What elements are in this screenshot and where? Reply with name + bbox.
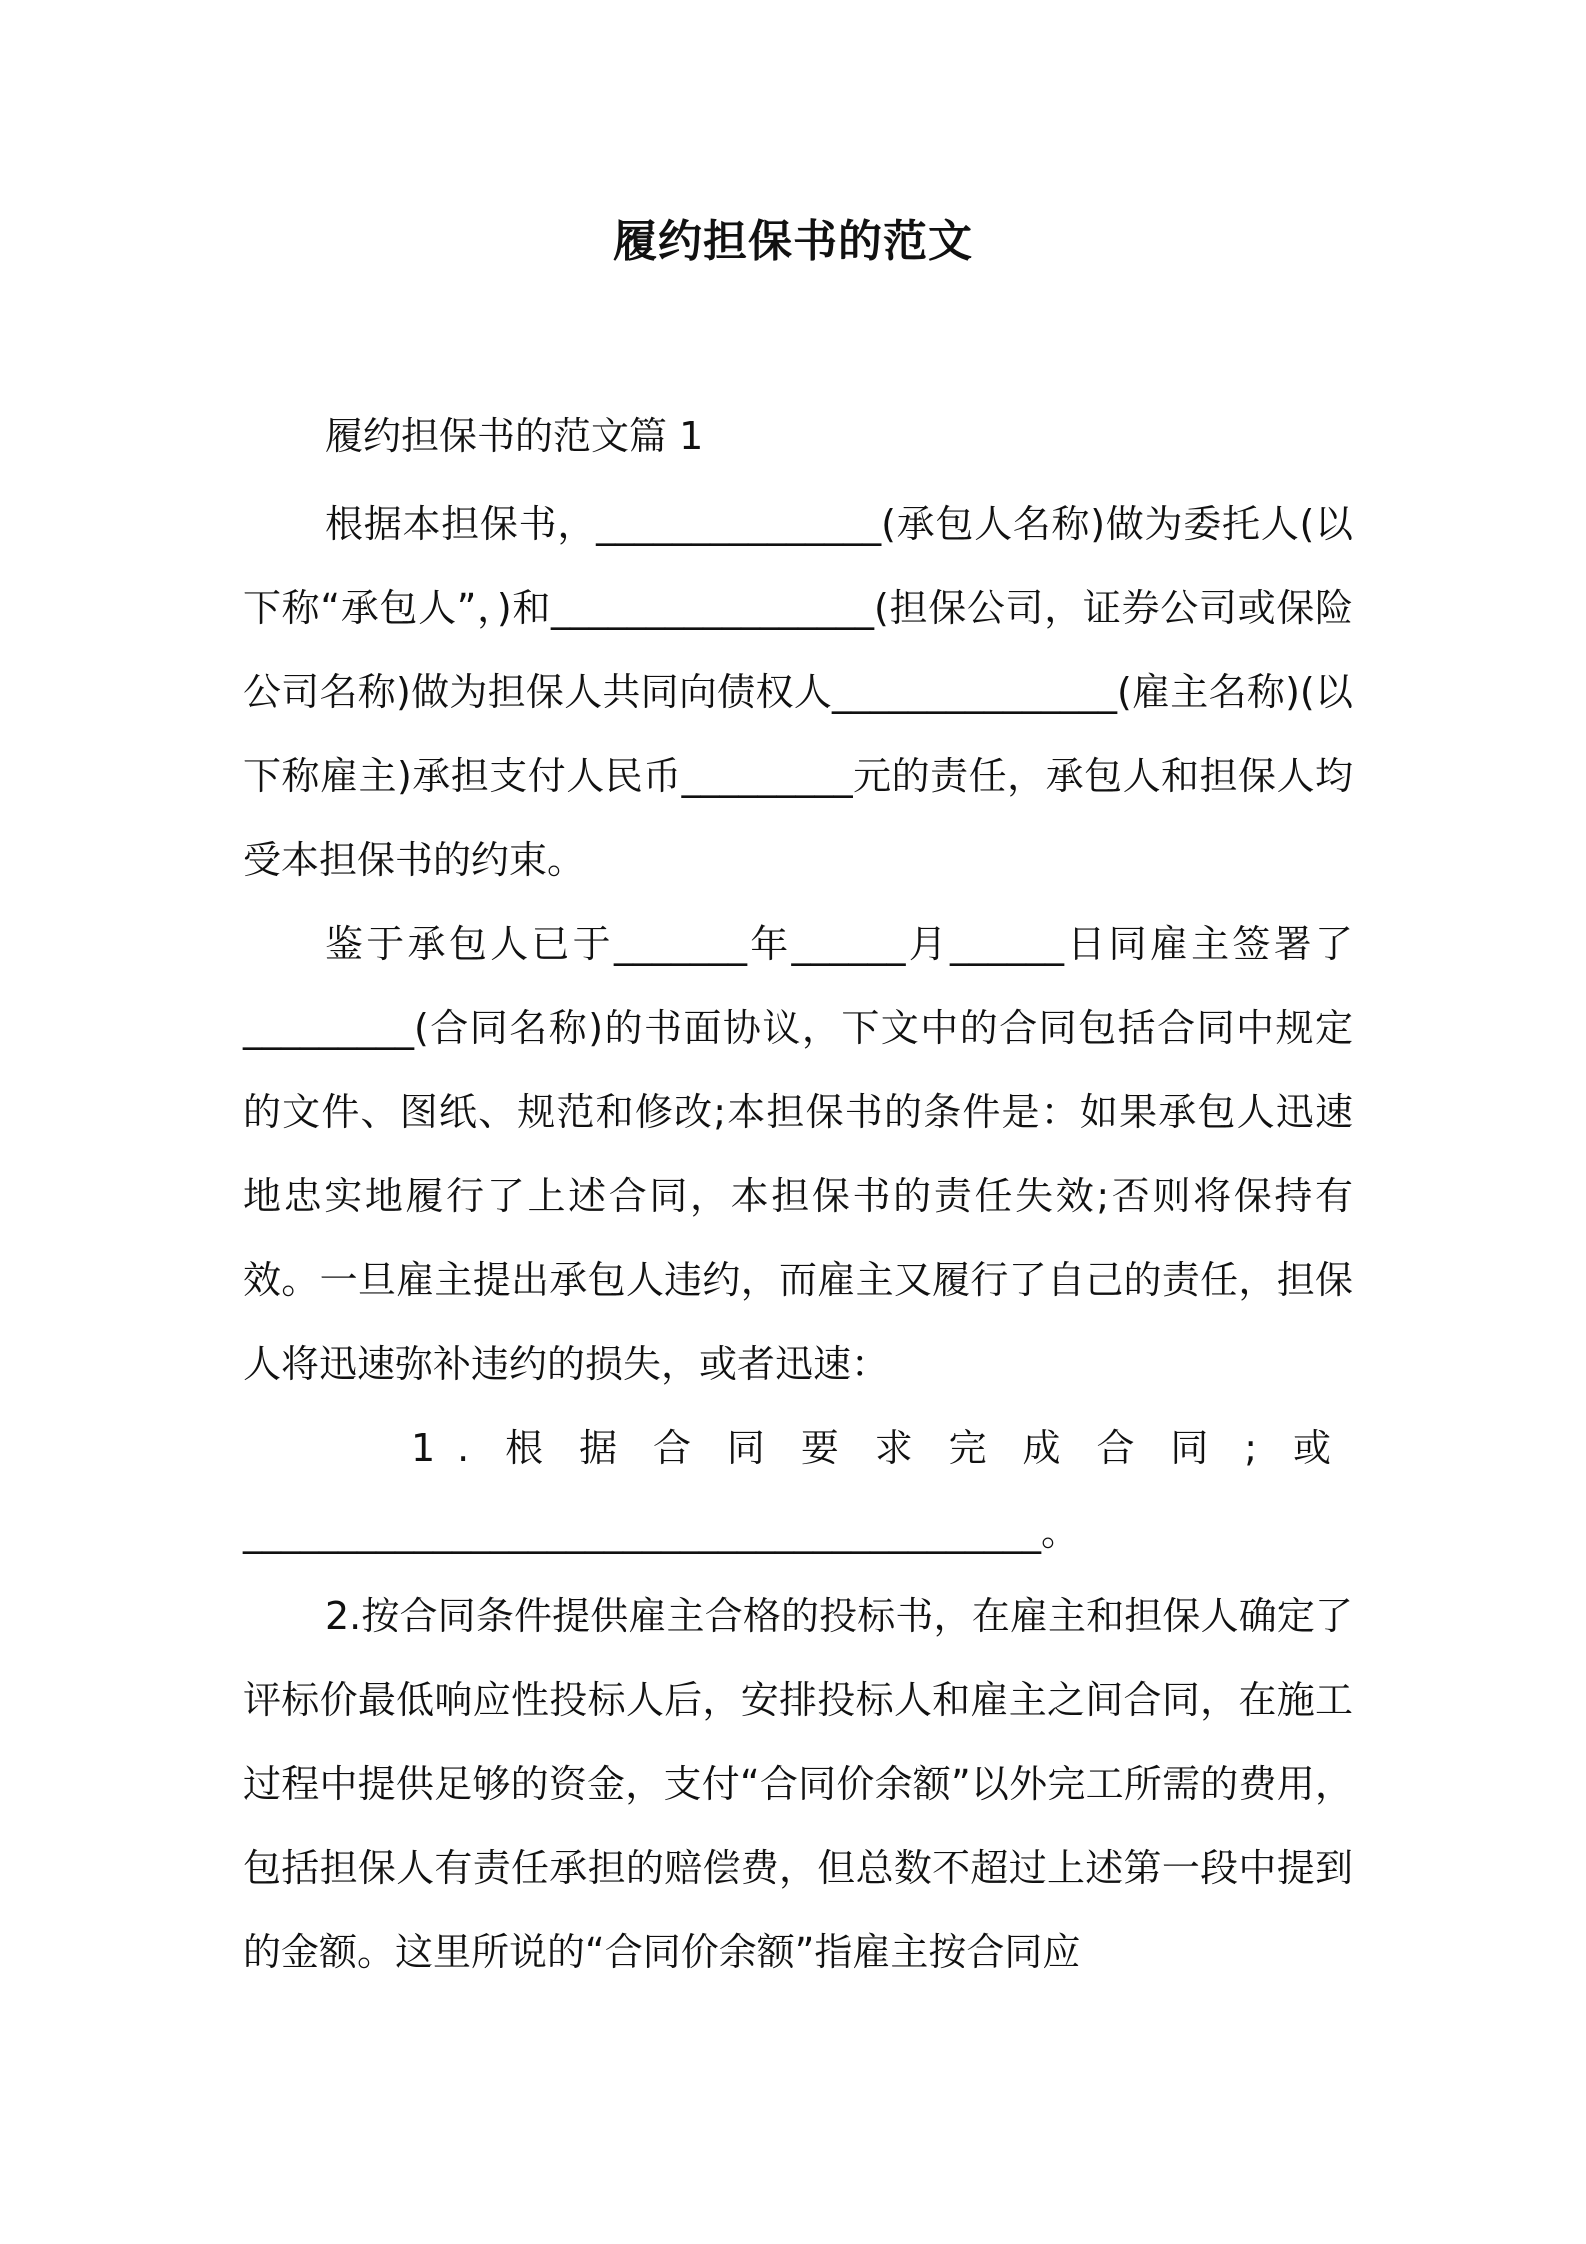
document-title: 履约担保书的范文 [613,216,973,267]
document-body [243,406,1353,1994]
paragraph-guarantee-parties: 根据本担保书，_______________(承包人名称)做为委托人(以下称“承包人”，)和_________________(担保公司，证券公司或保险公司名称)做为担保人共同向债权人_______________(雇主名称)(以下称雇主)承担支付人民币_________元的责任，承包人和担保人均受本担保书的约束。 [243,502,1353,882]
list-item-1-blank: __________________________________________。 [243,1510,1080,1554]
list-item-1: 1.根据合同要求完成合同;或 [411,1426,1353,1470]
paragraph-contract-conditions: 鉴于承包人已于_______年______月______日同雇主签署了_________(合同名称)的书面协议，下文中的合同包括合同中规定的文件、图纸、规范和修改;本担保书的条件是：如果承包人迅速地忠实地履行了上述合同，本担保书的责任失效;否则将保持有效。一旦雇主提出承包人违约，而雇主又履行了自己的责任，担保人将迅速弥补违约的损失，或者迅速： [243,922,1353,1386]
section-subtitle: 履约担保书的范文篇 1 [325,414,704,458]
list-item-2: 2.按合同条件提供雇主合格的投标书，在雇主和担保人确定了评标价最低响应性投标人后，安排投标人和雇主之间合同，在施工过程中提供足够的资金，支付“合同价余额”以外完工所需的费用，包括担保人有责任承担的赔偿费，但总数不超过上述第一段中提到的金额。这里所说的“合同价余额”指雇主按合同应 [243,1594,1353,1974]
